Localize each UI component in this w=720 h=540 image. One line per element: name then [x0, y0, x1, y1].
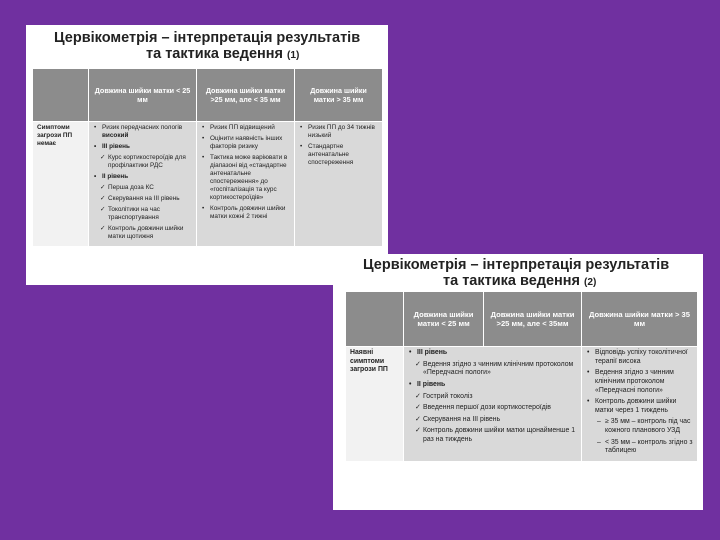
slide-2-title-number: (2) [584, 276, 597, 288]
list-item: • Ризик ПП відвищений [210, 124, 290, 132]
list-item: • III рівень [102, 143, 192, 151]
header-col-1: Довжина шийки матки < 25 мм [404, 292, 484, 347]
list-item: • Контроль довжини шийки матки через 1 тиждень [595, 398, 693, 415]
slide-2-header-row [346, 292, 698, 347]
list-item: • II рівень [417, 381, 577, 390]
list-item: • Оцінити наявність інших факторів ризику [210, 135, 290, 151]
slide-2-title-line1: Цервікометрія – інтерпретація результатів [363, 257, 670, 273]
slide-1-table [32, 68, 383, 247]
check-item: ✓ Введення першої дози кортикостероїдів [423, 404, 577, 413]
slide-1-header-row [33, 69, 383, 122]
slide-1-title-line1: Цервікометрія – інтерпретація результатів [54, 30, 361, 46]
check-item: ✓ Токолітики на час транспортування [108, 206, 192, 222]
list-item: • II рівень [102, 173, 192, 181]
check-item: ✓ Курс кортикостероїдів для профілактики РДС [108, 154, 192, 170]
dash-item: – ≥ 35 мм – контроль під час кожного планового УЗД [605, 418, 693, 435]
list-item: • Контроль довжини шийки матки кожні 2 тижні [210, 205, 290, 221]
slide-2-title [363, 258, 669, 290]
cell-col-1 [89, 122, 197, 247]
cell-col-3 [295, 122, 383, 247]
slide-1-title [54, 31, 360, 63]
header-col-3: Довжина шийки матки > 35 мм [295, 69, 383, 122]
slide-1-title-line2: та тактика ведення [146, 45, 284, 62]
check-item: ✓ Перша доза КС [108, 184, 192, 192]
slide-2-title-line2: та тактика ведення [443, 272, 581, 289]
slide-1-title-number: (1) [287, 49, 300, 61]
list-item: • Ризик ПП до 34 тижнів низький [308, 124, 378, 140]
header-col-2: Довжина шийки матки >25 мм, але < 35мм [484, 292, 582, 347]
slide-2 [333, 254, 703, 510]
list-item: • Ризик передчасних пологів високий [102, 124, 192, 140]
list-item: • Ведення згідно з чинним клінічним протоколом «Передчасні пологи» [595, 369, 693, 395]
cell-col-2 [197, 122, 295, 247]
slide-2-table [345, 291, 698, 462]
list-item: • Тактика може варіювати в діапазоні від «стандартне антенатальне спостереження» до «госпіталізація та курс кортикостероїдів» [210, 154, 290, 202]
list-item: • Стандартне антенатальне спостереження [308, 143, 378, 167]
slide-1 [26, 25, 388, 285]
slide-2-body-row [346, 347, 698, 462]
slide-1-body-row [33, 122, 383, 247]
header-col-1: Довжина шийки матки < 25 мм [89, 69, 197, 122]
list-item: • Відповідь успіху токолітичної терапії висока [595, 349, 693, 366]
header-col-2: Довжина шийки матки >25 мм, але < 35 мм [197, 69, 295, 122]
check-item: ✓ Контроль довжини шийки матки щотижня [108, 225, 192, 241]
check-item: ✓ Скерування на III рівень [423, 416, 577, 425]
check-item: ✓ Ведення згідно з чинним клінічним протоколом «Передчасні пологи» [423, 361, 577, 378]
header-blank [33, 69, 89, 122]
header-blank [346, 292, 404, 347]
dash-item: – < 35 мм – контроль згідно з таблицею [605, 439, 693, 456]
check-item: ✓ Гострий токоліз [423, 393, 577, 402]
cell-col-1-2 [404, 347, 582, 462]
check-item: ✓ Скерування на III рівень [108, 195, 192, 203]
cell-col-3 [582, 347, 698, 462]
row-label: Симптоми загрози ПП немає [33, 122, 89, 247]
list-item: • III рівень [417, 349, 577, 358]
row-label: Наявні симптоми загрози ПП [346, 347, 404, 462]
check-item: ✓ Контроль довжини шийки матки щонайменше 1 раз на тиждень [423, 427, 577, 444]
header-col-3: Довжина шийки матки > 35 мм [582, 292, 698, 347]
